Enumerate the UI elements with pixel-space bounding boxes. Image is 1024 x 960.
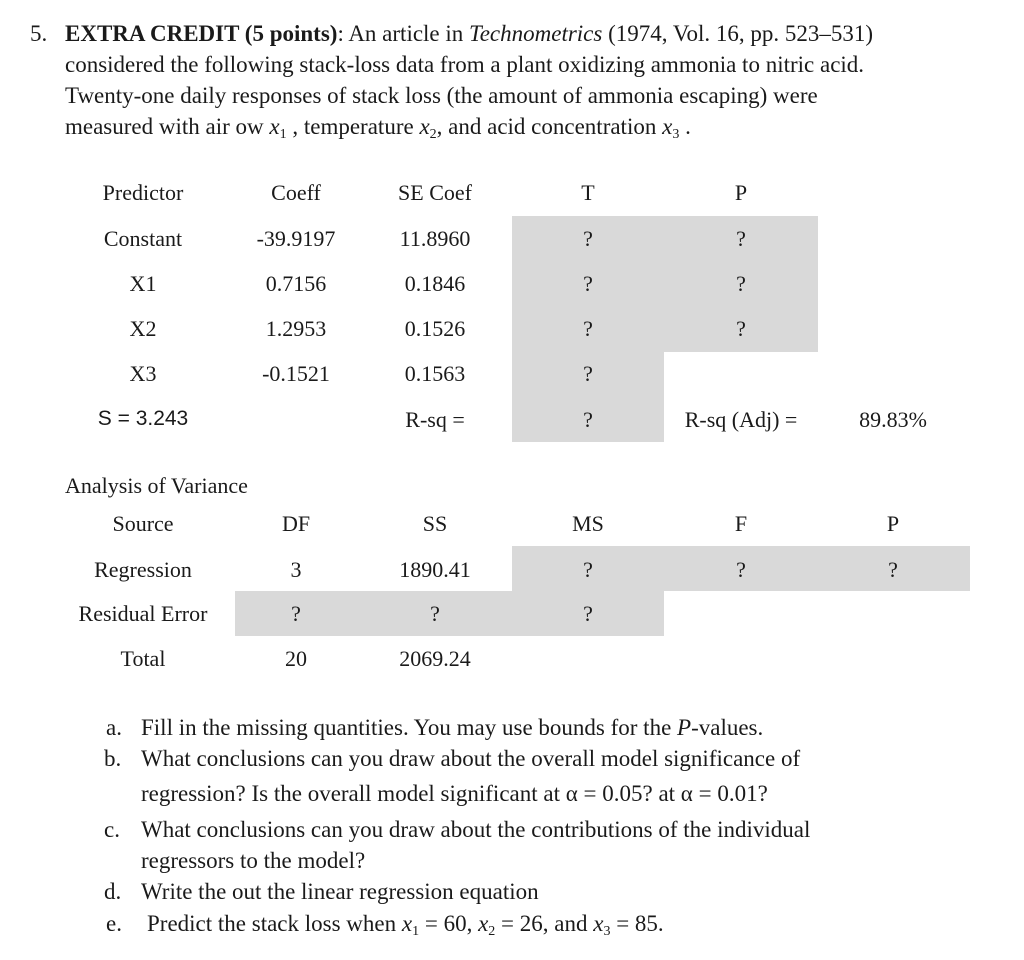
s-value: S = 3.243 — [97, 407, 189, 430]
predictor-cell: X1 — [129, 271, 157, 296]
question-b-line-1: What conclusions can you draw about the overall model significance of — [141, 746, 801, 771]
f-cell: ? — [736, 557, 746, 582]
rsq-value: ? — [583, 407, 593, 432]
question-letter: c. — [104, 817, 120, 842]
anova-title: Analysis of Variance — [65, 473, 248, 498]
t-cell: ? — [583, 361, 593, 386]
se-cell: 0.1846 — [404, 271, 466, 296]
intro-line-1: EXTRA CREDIT (5 points): An article in Technometrics (1974, Vol. 16, pp. 523–531) — [65, 21, 874, 46]
t-cell: ? — [583, 271, 593, 296]
problem-number: 5. — [30, 21, 48, 46]
predictor-cell: Constant — [103, 226, 183, 251]
intro-line-3: Twenty-one daily responses of stack loss (the amount of ammonia escaping) were — [65, 83, 818, 108]
coeff-cell: 1.2953 — [265, 316, 327, 341]
coeff-cell: -0.1521 — [262, 361, 330, 386]
anova-header-ss: SS — [422, 511, 448, 536]
coef-gray-block-top — [512, 216, 818, 352]
header-coeff: Coeff — [271, 180, 321, 205]
df-cell: ? — [291, 601, 301, 626]
question-letter: d. — [104, 879, 122, 904]
coeff-cell: 0.7156 — [265, 271, 327, 296]
header-predictor: Predictor — [102, 180, 184, 205]
question-c-line-1: What conclusions can you draw about the contributions of the individual — [141, 817, 811, 842]
rsq-adj-label: R-sq (Adj) = — [684, 407, 798, 432]
se-cell: 0.1526 — [404, 316, 466, 341]
source-cell: Residual Error — [78, 601, 208, 626]
intro-line-4: measured with air ow $x_1$ , temperature $x_2$, and acid concentration $x_3$ . — [65, 114, 691, 142]
rsq-label: R-sq = — [405, 407, 465, 432]
problem-text — [65, 18, 1024, 150]
question-e: Predict the stack loss when $x_1 = 60$, $x_2 = 26$, and $x_3 = 85$. — [147, 911, 664, 939]
question-letter: e. — [106, 911, 122, 936]
header-se-coef: SE Coef — [398, 180, 472, 205]
journal-name: Technometrics — [469, 21, 603, 46]
problem-heading: EXTRA CREDIT (5 points) — [65, 21, 338, 46]
predictor-cell: X2 — [129, 316, 157, 341]
p-cell: ? — [736, 271, 746, 296]
ss-cell: 1890.41 — [399, 557, 471, 582]
question-letter: a. — [106, 715, 122, 740]
anova-header-df: DF — [281, 511, 311, 536]
predictor-cell: X3 — [129, 361, 157, 386]
intro-line-2: considered the following stack-loss data from a plant oxidizing ammonia to nitric acid. — [65, 52, 865, 77]
ss-cell: ? — [430, 601, 440, 626]
ms-cell: ? — [583, 601, 593, 626]
question-b-line-2: regression? Is the overall model significant at α = 0.05? at α = 0.01? — [141, 781, 768, 806]
anova-header-f: F — [734, 511, 748, 536]
question-letter: b. — [104, 746, 122, 771]
t-cell: ? — [583, 226, 593, 251]
coeff-cell: -39.9197 — [256, 226, 336, 251]
question-c-line-2: regressors to the model? — [141, 848, 366, 873]
ss-cell: 2069.24 — [399, 646, 471, 671]
source-cell: Regression — [94, 557, 192, 582]
header-p: P — [734, 180, 748, 205]
df-cell: 20 — [285, 646, 307, 671]
se-cell: 0.1563 — [404, 361, 466, 386]
header-t: T — [581, 180, 595, 205]
question-a: Fill in the missing quantities. You may use bounds for the P-values. — [141, 715, 764, 740]
df-cell: 3 — [290, 557, 302, 582]
p-cell: ? — [736, 316, 746, 341]
source-cell: Total — [120, 646, 166, 671]
anova-header-source: Source — [112, 511, 174, 536]
anova-header-ms: MS — [572, 511, 604, 536]
p-cell: ? — [888, 557, 898, 582]
t-cell: ? — [583, 316, 593, 341]
se-cell: 11.8960 — [399, 226, 471, 251]
p-cell: ? — [736, 226, 746, 251]
question-d: Write the out the linear regression equation — [141, 879, 539, 904]
rsq-adj-value: 89.83% — [859, 407, 927, 432]
anova-header-p: P — [886, 511, 900, 536]
ms-cell: ? — [583, 557, 593, 582]
